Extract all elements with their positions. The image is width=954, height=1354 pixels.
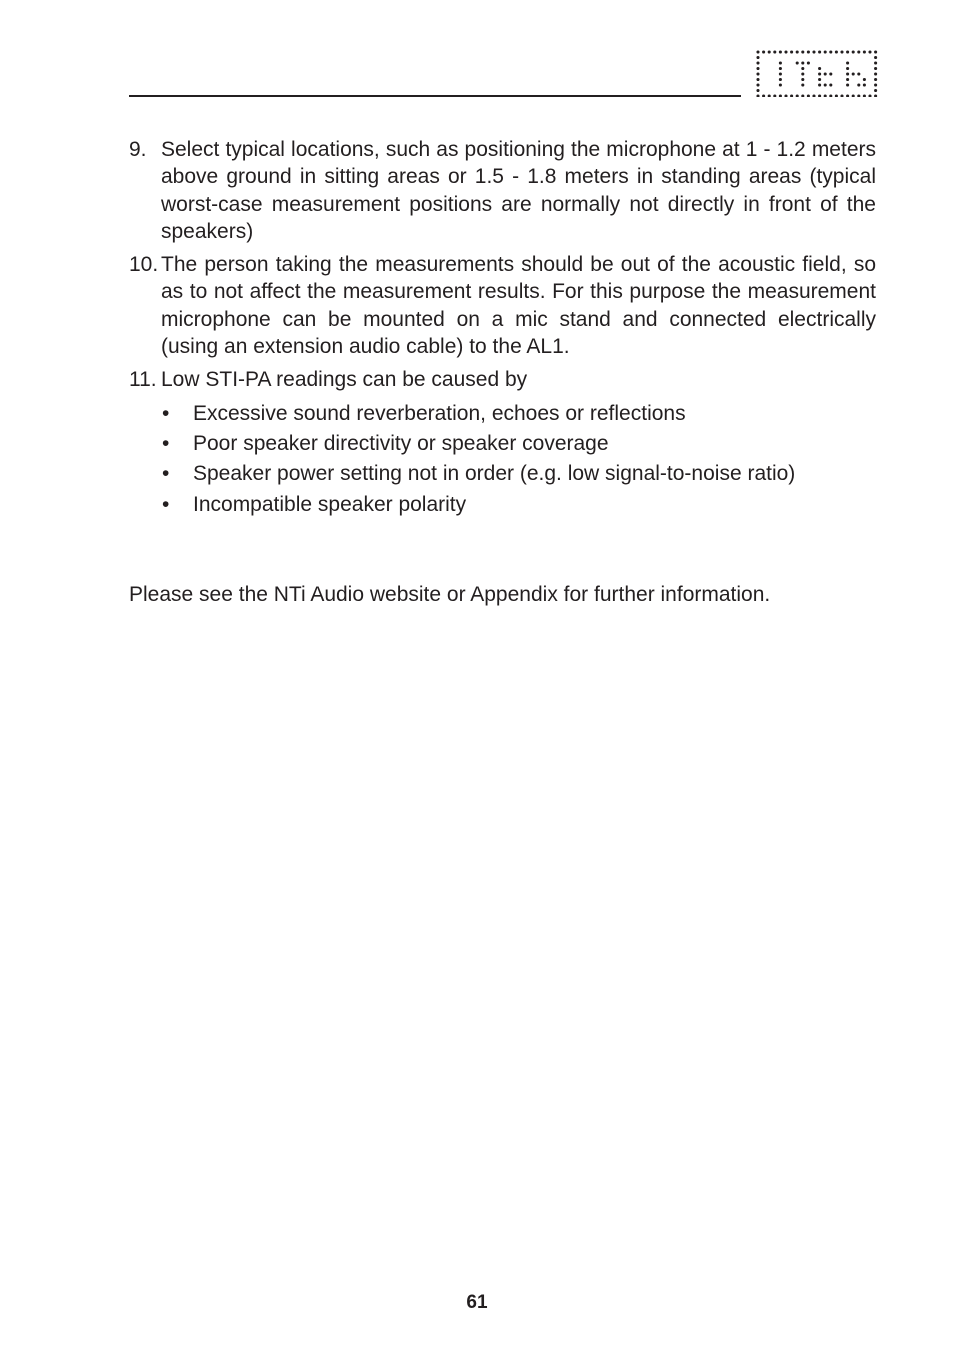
logo-dot [756,89,759,92]
bullet-icon: • [162,462,170,486]
logo-dot [829,50,832,53]
logo-dot [857,50,860,53]
logo-dot [812,94,815,97]
logo-dot [801,72,804,75]
header-rule [129,95,741,97]
logo-dot [874,56,877,59]
logo-dot [835,94,838,97]
logo-dot [779,61,782,64]
logo-dot [756,72,759,75]
logo-dot [779,50,782,53]
page-number: 61 [466,1292,488,1313]
list-item-11 [129,366,876,393]
logo-dot [818,78,821,81]
logo-dot [807,50,810,53]
list-item-9 [129,136,876,245]
logo-dot [857,94,860,97]
logo-dot [846,67,849,70]
bullet-icon: • [162,492,170,516]
logo-dot [818,50,821,53]
logo-dot [868,50,871,53]
logo-dot [863,78,866,81]
logo-dot [807,61,810,64]
bullet-icon: • [162,431,170,455]
item-text: The person taking the measurements should be out of the acoustic field, so as to not affect the measurement results. For this purpose the measurement microphone can be mounted on a mic stand and connected electrically (using an extension audio cable) to the AL1. [161,253,876,359]
logo-dot [756,78,759,81]
logo-dot [852,50,855,53]
cause-item [129,400,876,427]
logo-dot [779,72,782,75]
logo-dot [768,50,771,53]
logo-dot [796,50,799,53]
logo-dot [829,94,832,97]
logo-dot [874,83,877,86]
logo-dot [829,83,832,86]
cause-item [129,491,876,518]
cause-text: Speaker power setting not in order (e.g. low signal-to-noise ratio) [193,462,796,486]
logo-dot [846,72,849,75]
logo-dot [840,94,843,97]
logo-dot [762,50,765,53]
logo-dot [773,94,776,97]
logo-dot [846,50,849,53]
logo-dot [807,94,810,97]
logo-dot [846,94,849,97]
logo-dot [779,83,782,86]
logo-dot [779,67,782,70]
logo-dot [756,94,759,97]
logo-dot [874,67,877,70]
logo-dot [768,94,771,97]
logo-dot [874,89,877,92]
logo-dot [846,78,849,81]
logo-dot [818,72,821,75]
logo-dot [790,50,793,53]
logo-dot [835,50,838,53]
item-number: 10. [129,253,159,277]
cause-item [129,460,876,487]
logo-dot [756,61,759,64]
logo-dot [784,94,787,97]
logo-dot [852,72,855,75]
logo-dot [801,78,804,81]
logo-dot [796,94,799,97]
logo-dot [801,50,804,53]
logo-dot [874,50,877,53]
list-item-10 [129,251,876,360]
logo-dot [762,94,765,97]
logo-dot [756,56,759,59]
logo-dot [756,83,759,86]
logo-dot [874,72,877,75]
cause-text: Excessive sound reverberation, echoes or reflections [193,401,686,425]
item-text: Select typical locations, such as positioning the microphone at 1 - 1.2 meters above ground in sitting areas or 1.5 - 1.8 meters in standing areas (typical worst-case measurement positions are normally not directly in front of the speakers) [161,138,876,243]
logo-dot [857,72,860,75]
logo-dot [818,94,821,97]
logo-dot [790,94,793,97]
logo-dot [840,50,843,53]
cause-text: Poor speaker directivity or speaker coverage [193,431,609,455]
logo-dot [874,94,877,97]
logo-dot [796,61,799,64]
logo-dot [852,94,855,97]
closing-note: Please see the NTi Audio website or Appendix for further information. [129,583,771,606]
logo-dot [801,83,804,86]
logo-dot [801,67,804,70]
logo-dot [801,94,804,97]
item-number: 9. [129,138,147,161]
logo-dot [824,83,827,86]
logo-dot [824,94,827,97]
logo-dot [812,50,815,53]
logo-dot [818,83,821,86]
logo-dot [773,50,776,53]
item-text: Low STI-PA readings can be caused by [161,368,528,392]
cause-item [129,430,876,457]
logo-dot [863,50,866,53]
logo-dot [801,61,804,64]
logo-dot [874,61,877,64]
cause-text: Incompatible speaker polarity [193,492,467,516]
logo-dot [846,61,849,64]
dotted-window-logo-icon [755,49,879,97]
logo-dot [857,83,860,86]
logo-dot [779,94,782,97]
logo-dot [874,78,877,81]
logo-dot [779,78,782,81]
logo-dot [868,94,871,97]
bullet-icon: • [162,401,170,425]
logo-dot [784,50,787,53]
item-number: 11. [129,368,157,392]
logo-dot [863,83,866,86]
logo-dot [756,67,759,70]
logo-dot [824,50,827,53]
logo-dot [829,72,832,75]
logo-dot [863,94,866,97]
instruction-list [129,136,876,521]
logo-dot [818,67,821,70]
logo-dot [846,83,849,86]
logo-dot [824,72,827,75]
cause-list [129,400,876,518]
logo-dot [756,50,759,53]
